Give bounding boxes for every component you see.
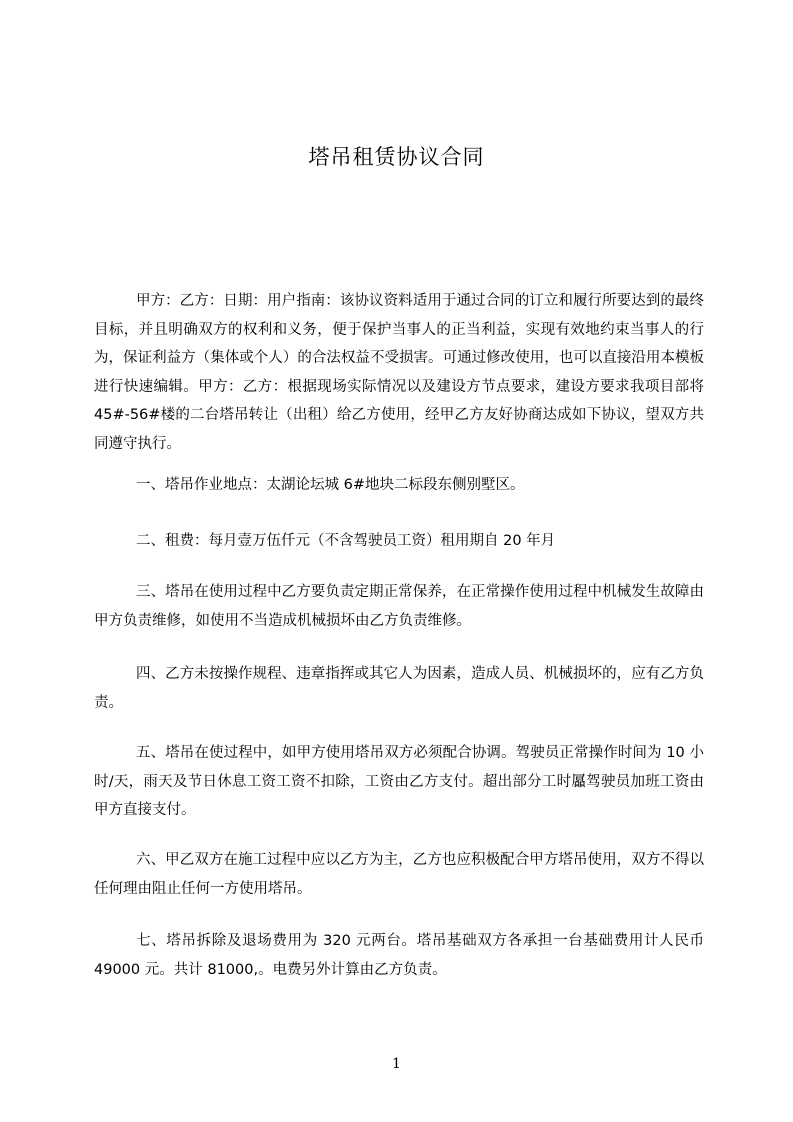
clause-2: 二、租费：每月壹万伍仟元（不含驾驶员工资）租用期自 20 年月 [136,533,556,549]
intro-paragraph: 甲方：乙方：日期：用户指南：该协议资料适用于通过合同的订立和履行所要达到的最终目标，并且明确双方的权利和义务，便于保护当事人的正当利益，实现有效地约束当事人的行为，保证利益方（集体或个人）的合法权益不受损害。可通过修改使用，也可以直接沿用本模板进行快速编辑。甲方：乙方：根据现场实际情况以及建设方节点要求，建设方要求我项目部将45#-56#楼的二台塔吊转让（出租）给乙方使用，经甲乙方友好协商达成如下协议，望双方共同遵守执行。 [94,293,704,452]
page-number: 1 [392,1056,401,1072]
clause-1: 一、塔吊作业地点：太湖论坛城 6#地块二标段东侧别墅区。 [136,477,525,493]
document-title: 塔吊租赁协议合同 [308,145,485,169]
clause-7: 七、塔吊拆除及退场费用为 320 元两台。塔吊基础双方各承担一台基础费用计人民币 49000 元。共计 81000,。电费另外计算由乙方负责。 [94,933,704,978]
clause-4: 四、乙方未按操作规程、违章指挥或其它人为因素，造成人员、机械损坏的，应有乙方负责。 [94,666,704,711]
clause-6: 六、甲乙双方在施工过程中应以乙方为主，乙方也应积极配合甲方塔吊使用，双方不得以任何理由阻止任何一方使用塔吊。 [94,852,704,897]
clause-5: 五、塔吊在使过程中，如甲方使用塔吊双方必须配合协调。驾驶员正常操作时间为 10 小时/天，雨天及节日休息工资工资不扣除，工资由乙方支付。超出部分工时屭驾驶员加班工资由甲方直接支付。 [94,745,704,818]
clause-3: 三、塔吊在使用过程中乙方要负责定期正常保养，在正常操作使用过程中机械发生故障由甲方负责维修，如使用不当造成机械损坏由乙方负责维修。 [94,584,704,629]
